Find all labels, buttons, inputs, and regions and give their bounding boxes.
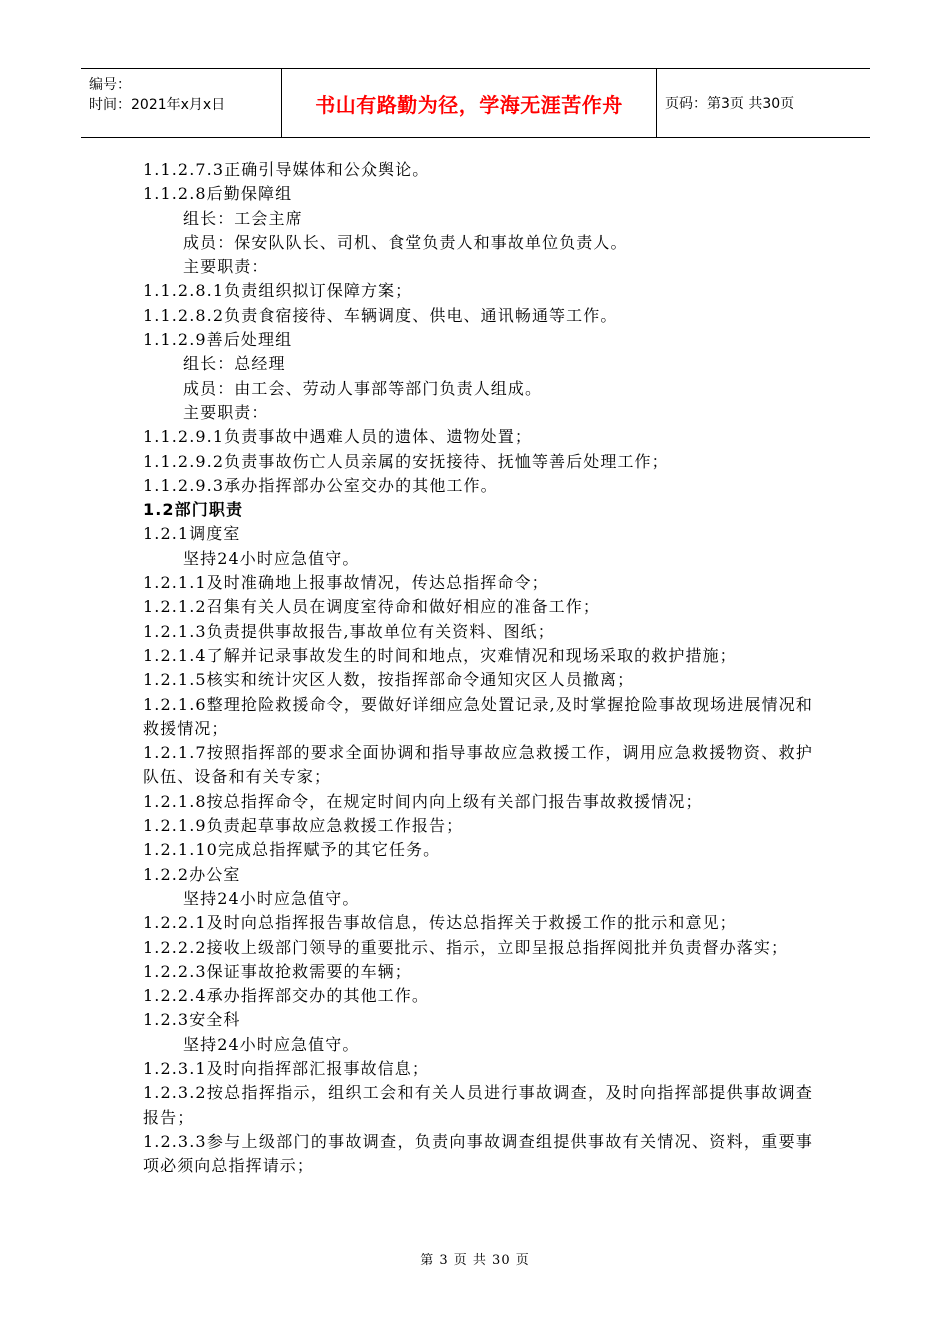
body-line: 1.1.2.7.3正确引导媒体和公众舆论。	[143, 160, 430, 179]
body-paragraph: 1.2.1.7按照指挥部的要求全面协调和指导事故应急救援工作，调用应急救援物资、救护队伍、设备和有关专家；	[143, 743, 813, 787]
section-heading: 1.2.2办公室	[143, 864, 241, 884]
body-line: 1.2.2.3保证事故抢救需要的车辆；	[143, 961, 412, 981]
body-line: 主要职责：	[183, 402, 269, 422]
body-line: 成员：保安队队长、司机、食堂负责人和事故单位负责人。	[183, 232, 628, 252]
section-heading: 1.1.2.9善后处理组	[143, 330, 293, 350]
document-time-label: 时间：2021年x月x日	[89, 97, 226, 113]
body-line: 坚持24小时应急值守。	[183, 548, 360, 568]
section-heading: 1.1.2.8后勤保障组	[143, 184, 293, 204]
body-line: 主要职责：	[183, 257, 269, 277]
body-line: 成员：由工会、劳动人事部等部门负责人组成。	[183, 378, 543, 398]
body-line: 1.2.1.4了解并记录事故发生的时间和地点，灾难情况和现场采取的救护措施；	[143, 645, 737, 665]
body-line: 1.2.1.10完成总指挥赋予的其它任务。	[143, 840, 441, 860]
header-motto: 书山有路勤为径，学海无涯苦作舟	[282, 69, 657, 137]
body-line: 1.1.2.9.3承办指挥部办公室交办的其他工作。	[143, 475, 498, 495]
body-line: 1.1.2.8.2负责食宿接待、车辆调度、供电、通讯畅通等工作。	[143, 305, 618, 325]
document-body	[143, 158, 813, 1178]
body-paragraph: 1.2.1.6整理抢险救援命令，要做好详细应急处置记录,及时掌握抢险事故现场进展情况和救援情况；	[143, 694, 813, 738]
body-line: 1.2.1.3负责提供事故报告,事故单位有关资料、图纸；	[143, 621, 555, 641]
body-paragraph: 1.2.2.2接收上级部门领导的重要批示、指示，立即呈报总指挥阅批并负责督办落实；	[143, 937, 789, 957]
header-page-number: 页码：第3页 共30页	[665, 96, 795, 112]
body-paragraph: 1.2.3.3参与上级部门的事故调查，负责向事故调查组提供事故有关情况、资料，重要事项必须向总指挥请示；	[143, 1131, 813, 1176]
body-line: 1.2.3.1及时向指挥部汇报事故信息；	[143, 1058, 429, 1078]
body-line: 1.2.2.4承办指挥部交办的其他工作。	[143, 986, 429, 1006]
chapter-heading: 1.2部门职责	[143, 500, 244, 520]
body-line: 1.2.1.2召集有关人员在调度室待命和做好相应的准备工作；	[143, 597, 600, 617]
header-meta	[81, 69, 282, 137]
body-line: 坚持24小时应急值守。	[183, 888, 360, 908]
body-paragraph: 1.2.3.2按总指挥指示，组织工会和有关人员进行事故调查，及时向指挥部提供事故调查报告；	[143, 1083, 813, 1127]
section-heading: 1.2.3安全科	[143, 1010, 241, 1030]
body-line: 1.1.2.8.1负责组织拟订保障方案；	[143, 281, 413, 301]
body-line: 1.2.2.1及时向总指挥报告事故信息，传达总指挥关于救援工作的批示和意见；	[143, 913, 737, 933]
body-line: 组长：工会主席	[183, 208, 303, 228]
document-number-label: 编号：	[89, 77, 131, 93]
body-line: 1.2.1.8按总指挥命令，在规定时间内向上级有关部门报告事故救援情况；	[143, 791, 703, 811]
body-line: 1.2.1.1及时准确地上报事故情况，传达总指挥命令；	[143, 573, 549, 593]
body-line: 1.1.2.9.2负责事故伤亡人员亲属的安抚接待、抚恤等善后处理工作；	[143, 451, 669, 471]
body-line: 坚持24小时应急值守。	[183, 1034, 360, 1054]
section-heading: 1.2.1调度室	[143, 524, 241, 544]
page-header	[81, 68, 870, 138]
body-line: 组长：总经理	[183, 354, 286, 374]
body-line: 1.1.2.9.1负责事故中遇难人员的遗体、遗物处置；	[143, 427, 532, 447]
body-line: 1.2.1.5核实和统计灾区人数，按指挥部命令通知灾区人员撤离；	[143, 670, 635, 690]
body-line: 1.2.1.9负责起草事故应急救援工作报告；	[143, 816, 464, 836]
page-footer: 第 3 页 共 30 页	[420, 1253, 530, 1268]
